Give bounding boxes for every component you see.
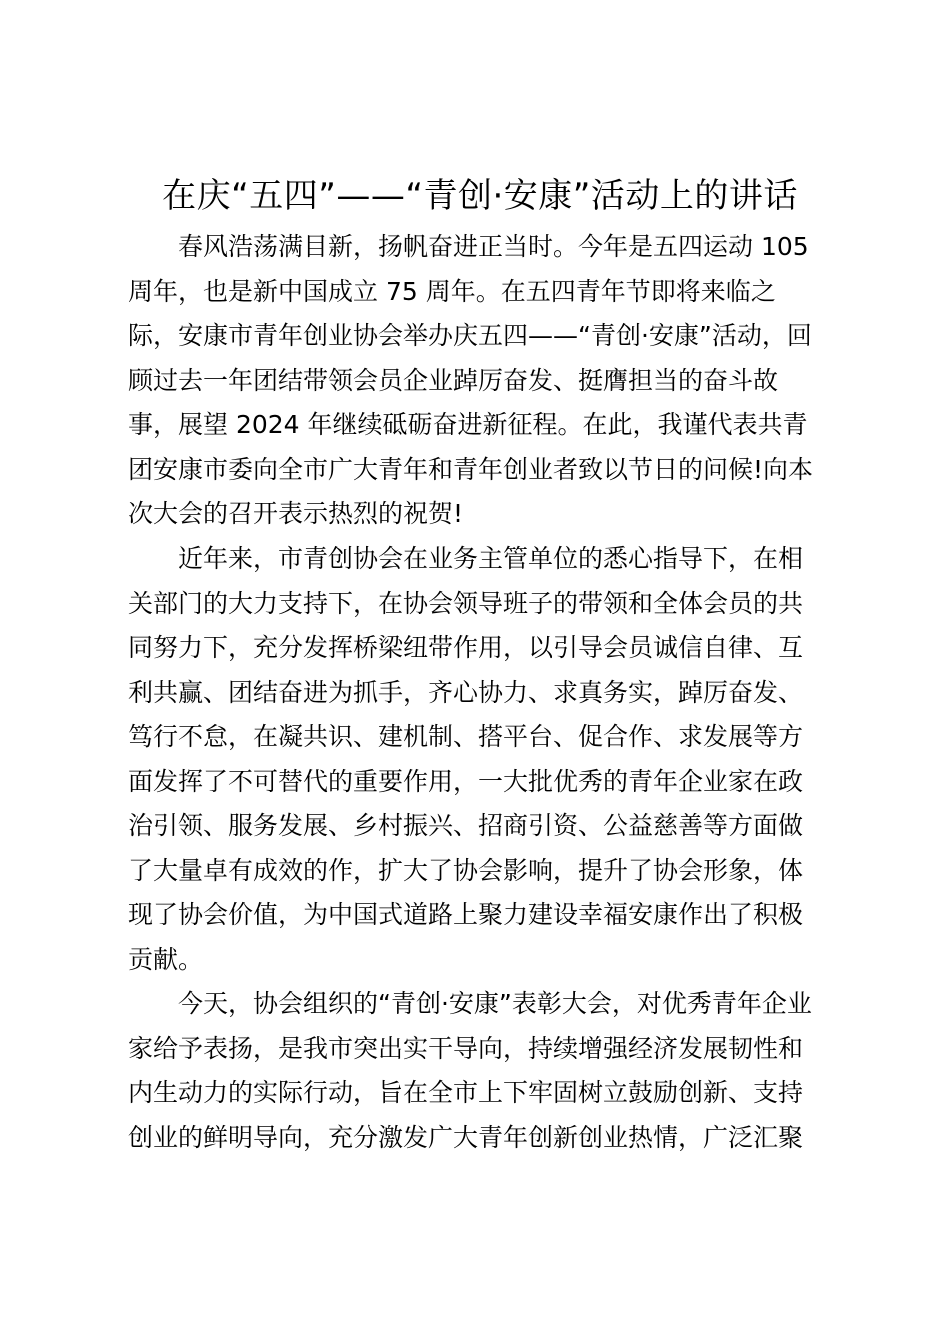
paragraph-line: 同努力下，充分发挥桥梁纽带作用，以引导会员诚信自律、互	[128, 633, 804, 662]
paragraph-line: 际，安康市青年创业协会举办庆五四——“青创·安康”活动，回	[128, 321, 812, 350]
paragraph-line: 贡献。	[128, 945, 204, 974]
paragraph-line: 事，展望 2024 年继续砥砺奋进新征程。在此，我谨代表共青	[128, 410, 808, 439]
paragraph-line: 顾过去一年团结带领会员企业踔厉奋发、挺膺担当的奋斗故	[128, 366, 779, 395]
paragraph-line: 关部门的大力支持下，在协会领导班子的带领和全体会员的共	[128, 589, 804, 618]
paragraph-line: 创业的鲜明导向，充分激发广大青年创新创业热情，广泛汇聚	[128, 1123, 804, 1152]
paragraph-line: 了大量卓有成效的作，扩大了协会影响，提升了协会形象，体	[128, 856, 804, 885]
paragraph-line: 内生动力的实际行动，旨在全市上下牢固树立鼓励创新、支持	[128, 1078, 804, 1107]
paragraph-line: 近年来，市青创协会在业务主管单位的悉心指导下，在相	[178, 544, 804, 573]
paragraph-line: 春风浩荡满目新，扬帆奋进正当时。今年是五四运动 105	[178, 232, 809, 261]
paragraph-line: 次大会的召开表示热烈的祝贺!	[128, 499, 464, 528]
paragraph-line: 团安康市委向全市广大青年和青年创业者致以节日的问候!向本	[128, 455, 814, 484]
paragraph-line: 周年，也是新中国成立 75 周年。在五四青年节即将来临之	[128, 277, 776, 306]
paragraph-line: 治引领、服务发展、乡村振兴、招商引资、公益慈善等方面做	[128, 811, 804, 840]
paragraph-line: 笃行不怠，在凝共识、建机制、搭平台、促合作、求发展等方	[128, 722, 804, 751]
paragraph-line: 现了协会价值，为中国式道路上聚力建设幸福安康作出了积极	[128, 900, 804, 929]
paragraph-line: 今天，协会组织的“青创·安康”表彰大会，对优秀青年企业	[178, 989, 812, 1018]
document-title: 在庆“五四”——“青创·安康”活动上的讲话	[162, 176, 798, 216]
paragraph-line: 面发挥了不可替代的重要作用，一大批优秀的青年企业家在政	[128, 767, 804, 796]
paragraph-line: 利共赢、团结奋进为抓手，齐心协力、求真务实，踔厉奋发、	[128, 678, 804, 707]
paragraph-line: 家给予表扬，是我市突出实干导向，持续增强经济发展韧性和	[128, 1034, 804, 1063]
